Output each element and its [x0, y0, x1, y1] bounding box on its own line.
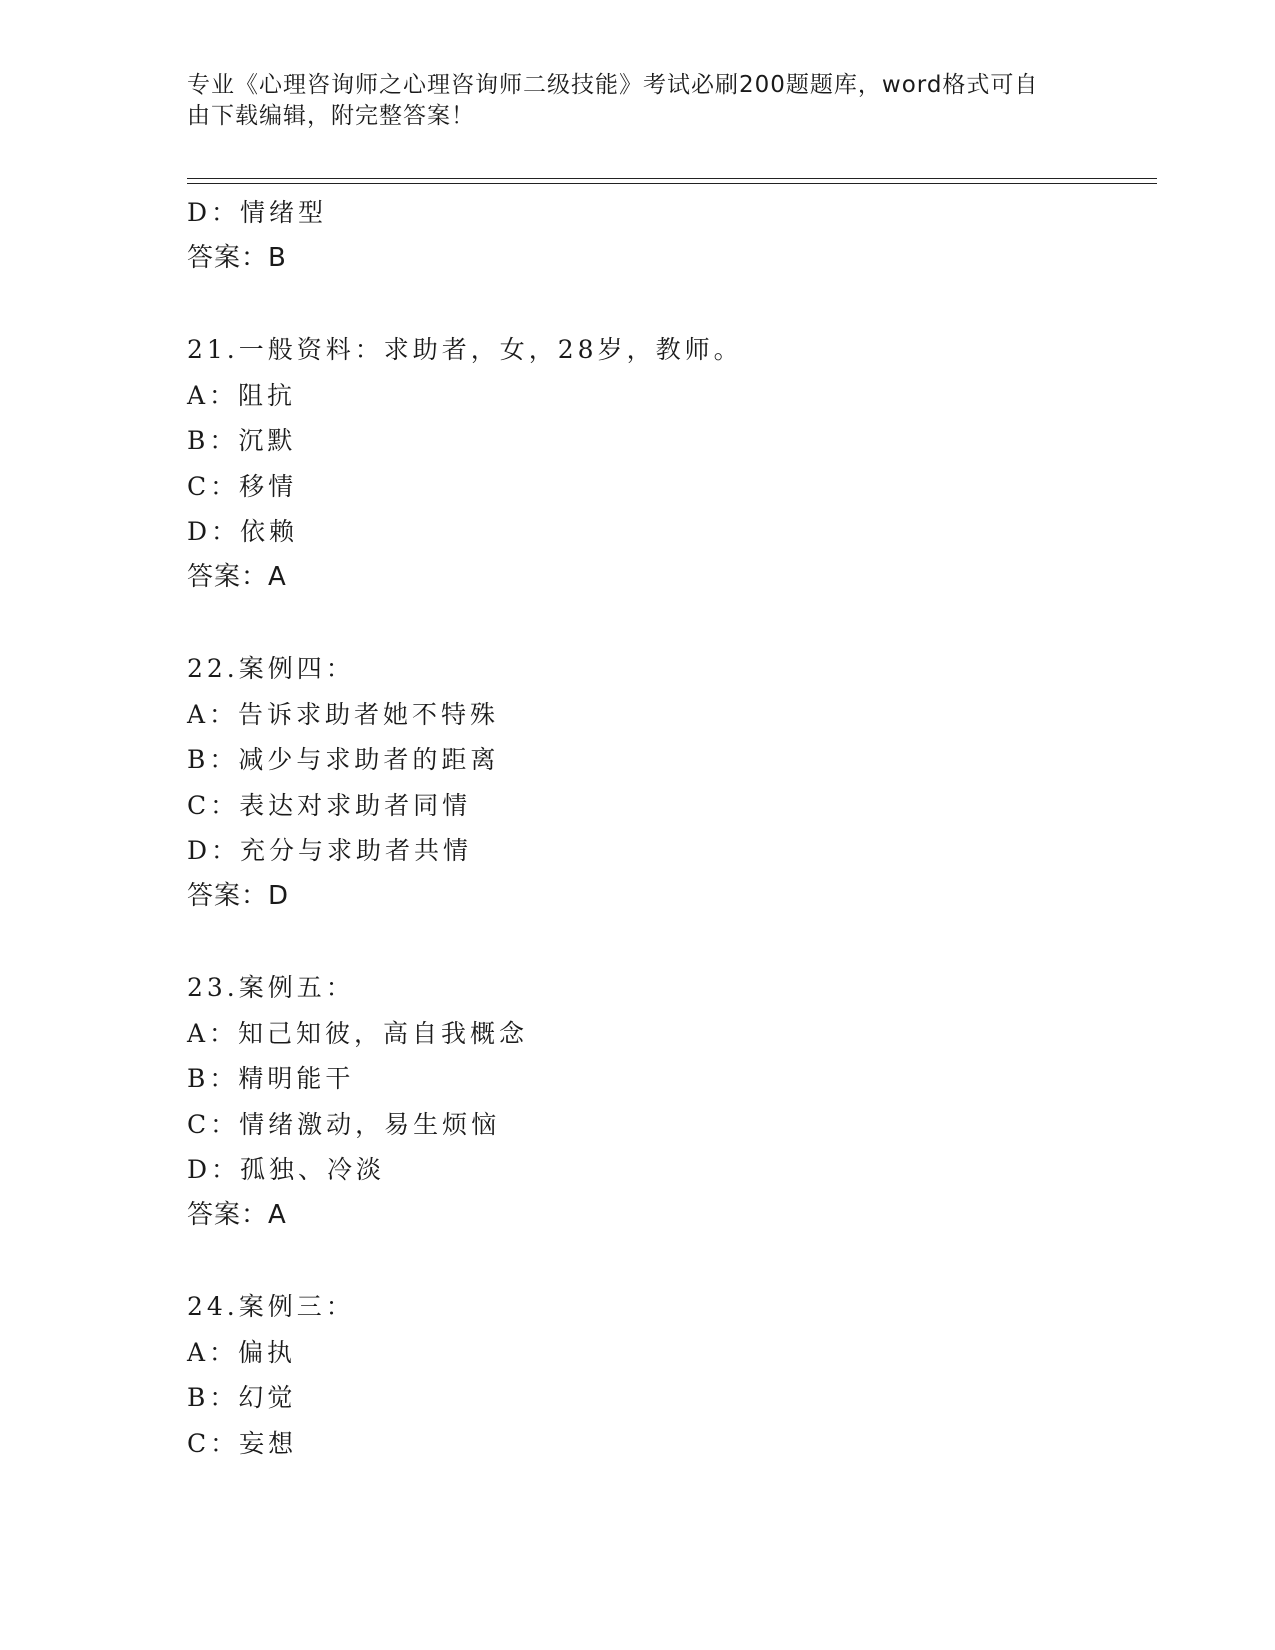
- question-22: [187, 646, 1147, 919]
- spacer: [187, 919, 1147, 965]
- option-a: A：偏执: [187, 1337, 297, 1367]
- option-b: B：精明能干: [187, 1064, 355, 1093]
- option-b: B：幻觉: [187, 1383, 297, 1412]
- question-stem: 24.案例三：: [187, 1292, 355, 1321]
- header-divider-bottom: [187, 183, 1157, 184]
- header-line-2: 由下载编辑，附完整答案！: [187, 103, 475, 129]
- spacer: [187, 1238, 1147, 1284]
- question-24: [187, 1284, 1147, 1466]
- option-c: C：妄想: [187, 1428, 298, 1458]
- option-c: C：表达对求助者同情: [187, 790, 472, 820]
- option-a: A：阻抗: [187, 380, 297, 410]
- option-c: C：移情: [187, 471, 298, 501]
- question-23: [187, 965, 1147, 1238]
- question-stem: 21.一般资料：求助者，女，28岁，教师。: [187, 335, 743, 364]
- answer: 答案：D: [187, 880, 290, 911]
- prev-option-d: D：情绪型: [187, 198, 328, 227]
- answer: 答案：A: [187, 1199, 287, 1230]
- option-d: D：依赖: [187, 517, 299, 546]
- header-divider-top: [187, 178, 1157, 179]
- spacer: [187, 600, 1147, 646]
- question-21: [187, 327, 1147, 600]
- option-d: D：充分与求助者共情: [187, 836, 473, 865]
- option-a: A：知己知彼，高自我概念: [187, 1018, 529, 1048]
- question-stem: 22.案例四：: [187, 654, 355, 683]
- header-line-1: 专业《心理咨询师之心理咨询师二级技能》考试必刷200题题库，word格式可自: [187, 72, 1039, 98]
- document-header: [187, 70, 1067, 132]
- spacer: [187, 281, 1147, 327]
- prev-answer: 答案：B: [187, 242, 287, 273]
- option-a: A：告诉求助者她不特殊: [187, 699, 500, 729]
- question-list: [187, 190, 1147, 1466]
- question-stem: 23.案例五：: [187, 973, 355, 1002]
- option-c: C：情绪激动，易生烦恼: [187, 1109, 501, 1139]
- option-d: D：孤独、冷淡: [187, 1155, 386, 1184]
- option-b: B：沉默: [187, 426, 297, 455]
- answer: 答案：A: [187, 561, 287, 592]
- option-b: B：减少与求助者的距离: [187, 745, 500, 774]
